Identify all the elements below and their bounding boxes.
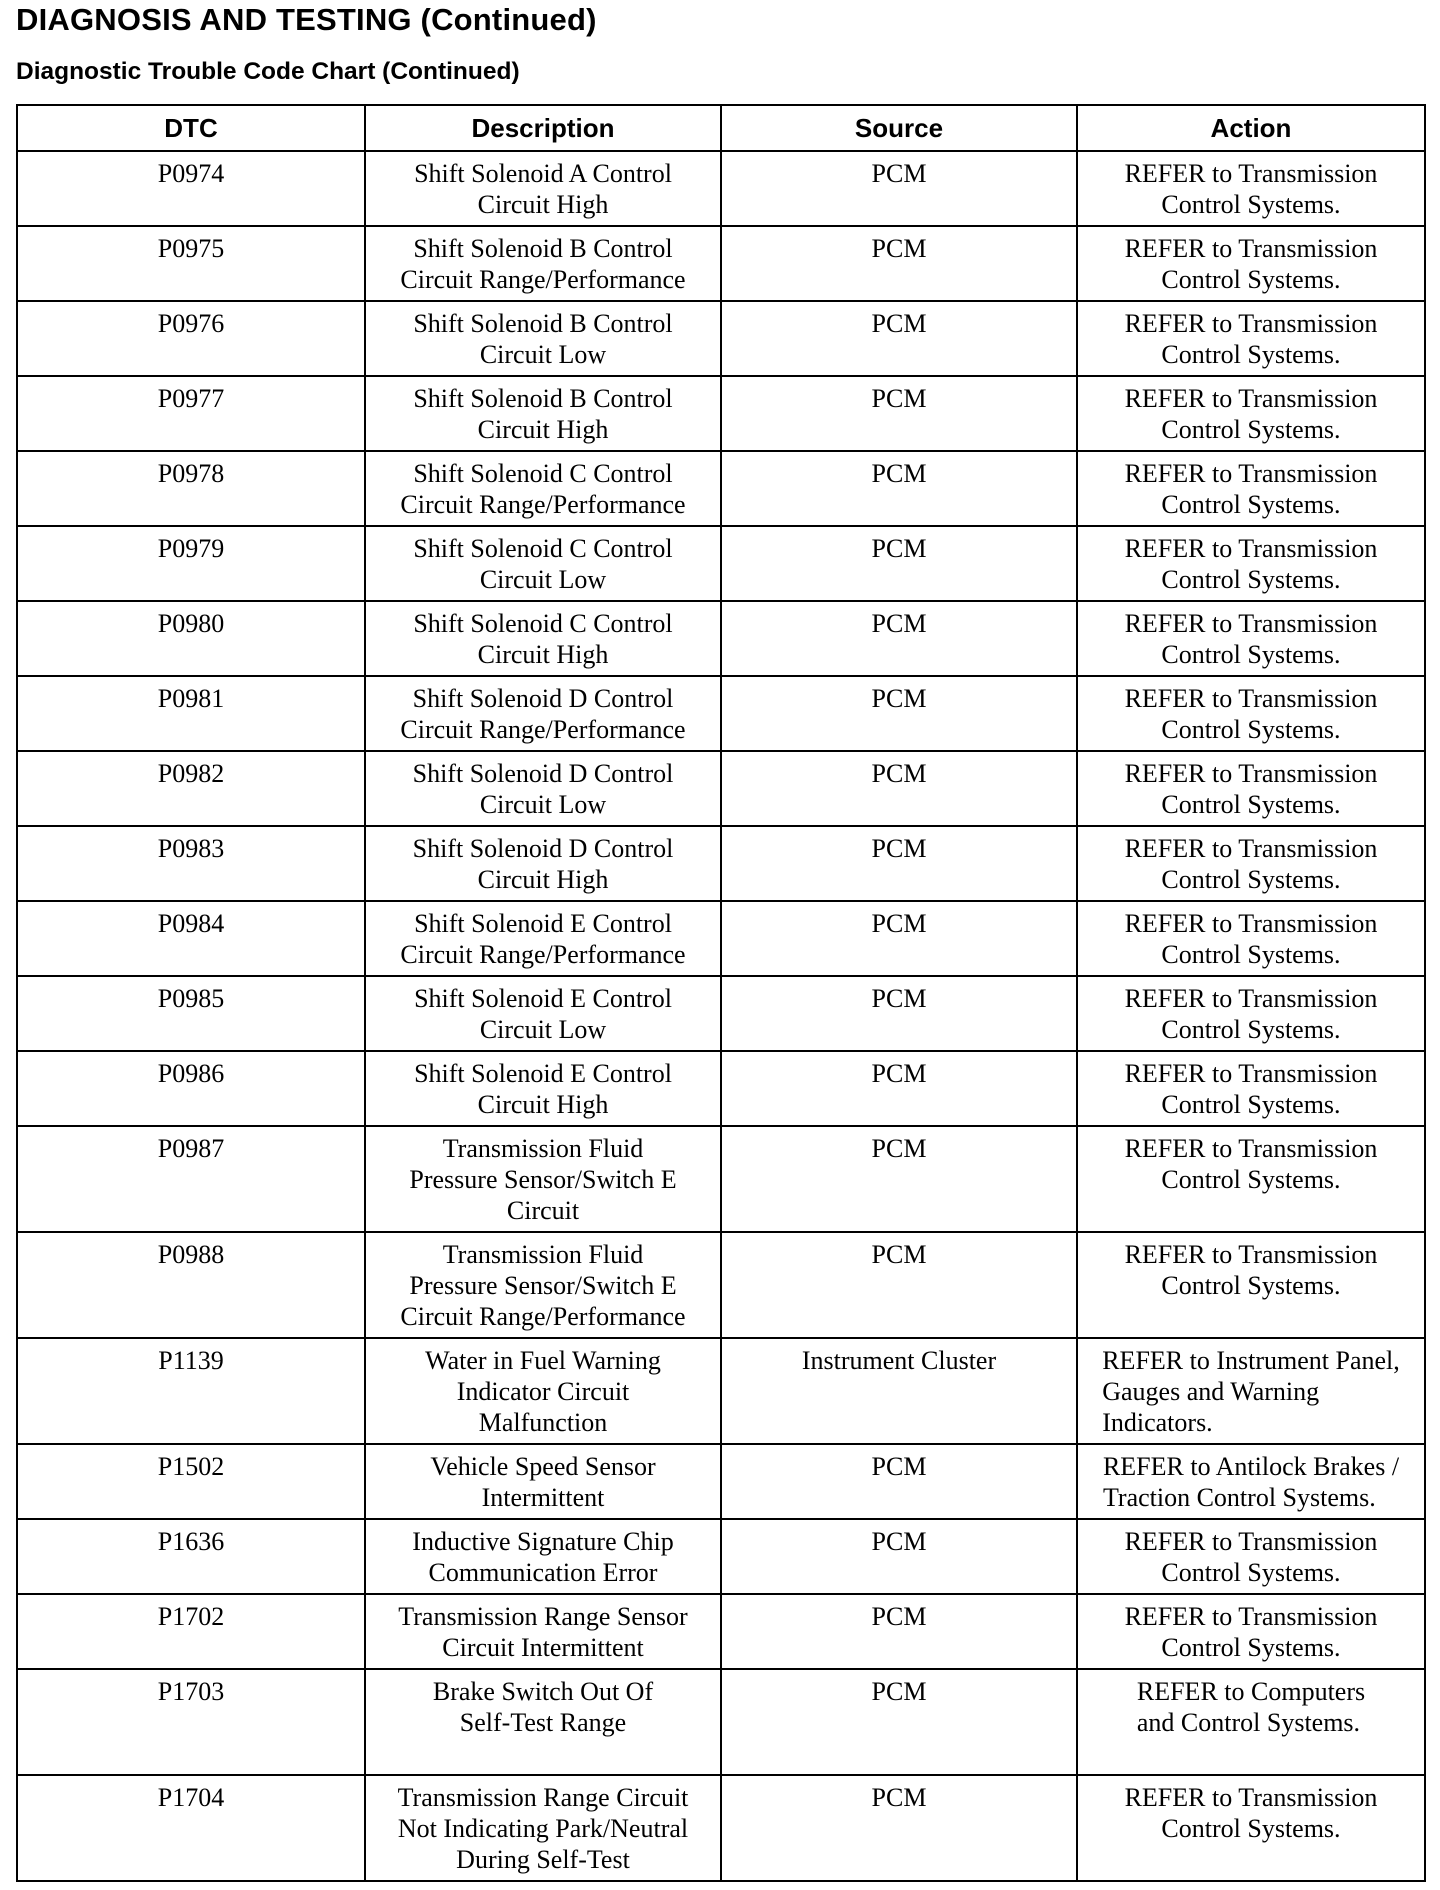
dtc-source: PCM — [721, 451, 1077, 526]
dtc-action — [1077, 526, 1425, 601]
table-row — [17, 1594, 1425, 1669]
action-line: REFER to Transmission — [1124, 234, 1378, 263]
description-line: Circuit Low — [479, 565, 607, 594]
dtc-source: PCM — [721, 1444, 1077, 1519]
dtc-source: PCM — [721, 601, 1077, 676]
description-line: Circuit High — [477, 1090, 609, 1119]
action-line: Control Systems. — [1161, 265, 1341, 294]
action-line: Control Systems. — [1161, 715, 1341, 744]
dtc-description — [365, 376, 721, 451]
action-text — [1103, 1451, 1399, 1513]
dtc-description — [365, 976, 721, 1051]
action-text — [1125, 1239, 1378, 1301]
description-line: Shift Solenoid E Control — [414, 984, 672, 1013]
description-line: Shift Solenoid B Control — [413, 384, 673, 413]
description-line: Transmission Range Sensor — [398, 1602, 688, 1631]
dtc-action — [1077, 976, 1425, 1051]
dtc-action — [1077, 1051, 1425, 1126]
dtc-source: PCM — [721, 676, 1077, 751]
dtc-description — [365, 1126, 721, 1232]
dtc-description — [365, 1594, 721, 1669]
description-line: Circuit Low — [479, 1015, 607, 1044]
header-dtc: DTC — [17, 105, 365, 151]
dtc-description — [365, 1444, 721, 1519]
table-header-row — [17, 105, 1425, 151]
dtc-code: P0985 — [17, 976, 365, 1051]
dtc-description — [365, 301, 721, 376]
action-line: Control Systems. — [1161, 1558, 1341, 1587]
dtc-source: PCM — [721, 301, 1077, 376]
description-line: Circuit High — [477, 415, 609, 444]
description-line: Circuit Low — [479, 340, 607, 369]
table-row — [17, 976, 1425, 1051]
action-line: Control Systems. — [1161, 190, 1341, 219]
table-body — [17, 151, 1425, 1881]
description-line: Shift Solenoid B Control — [413, 309, 673, 338]
description-line: Shift Solenoid E Control — [414, 909, 672, 938]
description-line: Water in Fuel Warning — [425, 1346, 661, 1375]
table-row — [17, 301, 1425, 376]
description-line: Shift Solenoid D Control — [412, 759, 674, 788]
action-line: REFER to Transmission — [1124, 609, 1378, 638]
action-line: REFER to Transmission — [1124, 909, 1378, 938]
action-line: Control Systems. — [1161, 1090, 1341, 1119]
dtc-source: PCM — [721, 1594, 1077, 1669]
dtc-code: P1704 — [17, 1775, 365, 1881]
action-text — [1102, 1345, 1400, 1438]
action-line: REFER to Transmission — [1124, 309, 1378, 338]
description-line: Vehicle Speed Sensor — [430, 1452, 656, 1481]
table-row — [17, 1051, 1425, 1126]
page-title: DIAGNOSIS AND TESTING (Continued) — [16, 2, 597, 37]
dtc-action — [1077, 901, 1425, 976]
action-line: Traction Control Systems. — [1102, 1483, 1376, 1512]
header-description: Description — [365, 105, 721, 151]
dtc-source: PCM — [721, 976, 1077, 1051]
description-line: Transmission Fluid — [442, 1134, 644, 1163]
action-text — [1125, 1058, 1378, 1120]
dtc-source: PCM — [721, 901, 1077, 976]
dtc-source: PCM — [721, 376, 1077, 451]
description-line: Shift Solenoid E Control — [414, 1059, 672, 1088]
action-line: REFER to Instrument Panel, — [1102, 1346, 1400, 1375]
dtc-action — [1077, 1444, 1425, 1519]
action-line: Gauges and Warning — [1102, 1377, 1320, 1406]
description-line: Shift Solenoid C Control — [413, 459, 673, 488]
table-row — [17, 901, 1425, 976]
dtc-source: PCM — [721, 1775, 1077, 1881]
table-row — [17, 1519, 1425, 1594]
action-line: REFER to Transmission — [1124, 1527, 1378, 1556]
action-text — [1125, 983, 1378, 1045]
description-line: Circuit Range/Performance — [400, 490, 686, 519]
dtc-action — [1077, 151, 1425, 226]
table-row — [17, 601, 1425, 676]
dtc-action — [1077, 601, 1425, 676]
dtc-description — [365, 901, 721, 976]
action-line: Control Systems. — [1161, 415, 1341, 444]
dtc-code: P0977 — [17, 376, 365, 451]
dtc-source: PCM — [721, 526, 1077, 601]
description-line: Circuit — [506, 1196, 580, 1225]
chart-subtitle: Diagnostic Trouble Code Chart (Continued) — [16, 58, 520, 85]
action-line: Control Systems. — [1161, 640, 1341, 669]
action-text — [1125, 833, 1378, 895]
dtc-action — [1077, 751, 1425, 826]
dtc-source: PCM — [721, 751, 1077, 826]
action-line: Control Systems. — [1161, 1165, 1341, 1194]
description-line: Circuit Range/Performance — [400, 1302, 686, 1331]
dtc-code: P0987 — [17, 1126, 365, 1232]
action-line: Control Systems. — [1161, 1814, 1341, 1843]
description-line: Circuit High — [477, 865, 609, 894]
action-line: Control Systems. — [1161, 940, 1341, 969]
dtc-description — [365, 751, 721, 826]
table-row — [17, 1126, 1425, 1232]
dtc-description — [365, 1519, 721, 1594]
dtc-description — [365, 451, 721, 526]
dtc-action — [1077, 1669, 1425, 1775]
dtc-code: P0978 — [17, 451, 365, 526]
dtc-source: PCM — [721, 1051, 1077, 1126]
action-text — [1125, 308, 1378, 370]
table-row — [17, 451, 1425, 526]
description-line: Pressure Sensor/Switch E — [409, 1165, 677, 1194]
table-row — [17, 1232, 1425, 1338]
dtc-action — [1077, 376, 1425, 451]
action-line: REFER to Transmission — [1124, 1783, 1378, 1812]
description-line: Circuit Range/Performance — [400, 940, 686, 969]
dtc-description — [365, 1338, 721, 1444]
dtc-source: PCM — [721, 1669, 1077, 1775]
action-line: and Control Systems. — [1136, 1708, 1361, 1737]
dtc-action — [1077, 826, 1425, 901]
dtc-code: P1139 — [17, 1338, 365, 1444]
table-row — [17, 826, 1425, 901]
description-line: Shift Solenoid C Control — [413, 609, 673, 638]
description-line: Intermittent — [481, 1483, 605, 1512]
dtc-description — [365, 1775, 721, 1881]
table-row — [17, 676, 1425, 751]
action-text — [1125, 233, 1378, 295]
action-line: REFER to Transmission — [1124, 834, 1378, 863]
action-text — [1125, 383, 1378, 445]
dtc-code: P0975 — [17, 226, 365, 301]
action-text — [1137, 1676, 1365, 1738]
action-line: Control Systems. — [1161, 1271, 1341, 1300]
dtc-table — [16, 104, 1426, 1882]
description-line: Transmission Range Circuit — [397, 1783, 689, 1812]
description-line: During Self-Test — [456, 1845, 630, 1874]
action-text — [1125, 608, 1378, 670]
action-line: Control Systems. — [1161, 1633, 1341, 1662]
action-line: REFER to Antilock Brakes / — [1102, 1452, 1400, 1481]
description-line: Circuit Intermittent — [442, 1633, 644, 1662]
action-text — [1125, 683, 1378, 745]
action-line: REFER to Transmission — [1124, 1134, 1378, 1163]
dtc-code: P0974 — [17, 151, 365, 226]
dtc-source: PCM — [721, 226, 1077, 301]
dtc-code: P1702 — [17, 1594, 365, 1669]
table-row — [17, 151, 1425, 226]
action-text — [1125, 158, 1378, 220]
dtc-code: P0986 — [17, 1051, 365, 1126]
dtc-action — [1077, 1126, 1425, 1232]
dtc-code: P0984 — [17, 901, 365, 976]
dtc-source: PCM — [721, 826, 1077, 901]
description-line: Shift Solenoid D Control — [412, 834, 674, 863]
dtc-action — [1077, 1338, 1425, 1444]
action-text — [1125, 1526, 1378, 1588]
table-row — [17, 1444, 1425, 1519]
action-line: REFER to Transmission — [1124, 984, 1378, 1013]
action-line: Control Systems. — [1161, 340, 1341, 369]
dtc-description — [365, 1669, 721, 1775]
dtc-code: P0981 — [17, 676, 365, 751]
action-text — [1125, 908, 1378, 970]
action-text — [1125, 1601, 1378, 1663]
dtc-code: P0988 — [17, 1232, 365, 1338]
table-row — [17, 1669, 1425, 1775]
action-text — [1125, 758, 1378, 820]
dtc-action — [1077, 226, 1425, 301]
dtc-description — [365, 826, 721, 901]
dtc-action — [1077, 676, 1425, 751]
description-line: Malfunction — [478, 1408, 608, 1437]
action-line: REFER to Transmission — [1124, 1059, 1378, 1088]
description-line: Communication Error — [428, 1558, 658, 1587]
table-row — [17, 526, 1425, 601]
dtc-code: P0980 — [17, 601, 365, 676]
description-line: Not Indicating Park/Neutral — [397, 1814, 689, 1843]
action-line: Indicators. — [1102, 1408, 1213, 1437]
table-row — [17, 376, 1425, 451]
dtc-description — [365, 601, 721, 676]
dtc-action — [1077, 301, 1425, 376]
dtc-description — [365, 151, 721, 226]
action-line: Control Systems. — [1161, 1015, 1341, 1044]
action-line: REFER to Transmission — [1124, 759, 1378, 788]
description-line: Transmission Fluid — [442, 1240, 644, 1269]
dtc-code: P0982 — [17, 751, 365, 826]
dtc-code: P1636 — [17, 1519, 365, 1594]
dtc-source: PCM — [721, 1519, 1077, 1594]
header-source: Source — [721, 105, 1077, 151]
action-text — [1125, 458, 1378, 520]
action-line: Control Systems. — [1161, 865, 1341, 894]
table-row — [17, 226, 1425, 301]
description-line: Indicator Circuit — [456, 1377, 630, 1406]
dtc-description — [365, 226, 721, 301]
description-line: Inductive Signature Chip — [412, 1527, 674, 1556]
description-line: Circuit Range/Performance — [400, 265, 686, 294]
action-line: Control Systems. — [1161, 565, 1341, 594]
description-line: Self-Test Range — [459, 1708, 627, 1737]
table-row — [17, 1775, 1425, 1881]
description-line: Shift Solenoid B Control — [413, 234, 673, 263]
action-text — [1125, 1782, 1378, 1844]
action-line: REFER to Transmission — [1124, 159, 1378, 188]
dtc-source: Instrument Cluster — [721, 1338, 1077, 1444]
dtc-action — [1077, 451, 1425, 526]
description-line: Pressure Sensor/Switch E — [409, 1271, 677, 1300]
dtc-code: P1502 — [17, 1444, 365, 1519]
table-row — [17, 1338, 1425, 1444]
action-line: REFER to Transmission — [1124, 1240, 1378, 1269]
action-line: Control Systems. — [1161, 490, 1341, 519]
action-line: Control Systems. — [1161, 790, 1341, 819]
description-line: Shift Solenoid D Control — [412, 684, 674, 713]
dtc-code: P0983 — [17, 826, 365, 901]
description-line: Brake Switch Out Of — [432, 1677, 654, 1706]
dtc-description — [365, 1232, 721, 1338]
dtc-description — [365, 1051, 721, 1126]
action-text — [1125, 1133, 1378, 1195]
action-line: REFER to Computers — [1136, 1677, 1366, 1706]
action-line: REFER to Transmission — [1124, 534, 1378, 563]
dtc-source: PCM — [721, 1232, 1077, 1338]
table-row — [17, 751, 1425, 826]
description-line: Circuit Range/Performance — [400, 715, 686, 744]
dtc-code: P0979 — [17, 526, 365, 601]
action-line: REFER to Transmission — [1124, 684, 1378, 713]
action-line: REFER to Transmission — [1124, 459, 1378, 488]
header-action: Action — [1077, 105, 1425, 151]
dtc-code: P0976 — [17, 301, 365, 376]
action-line: REFER to Transmission — [1124, 1602, 1378, 1631]
dtc-description — [365, 526, 721, 601]
action-text — [1125, 533, 1378, 595]
dtc-description — [365, 676, 721, 751]
dtc-action — [1077, 1519, 1425, 1594]
description-line: Shift Solenoid A Control — [414, 159, 672, 188]
dtc-code: P1703 — [17, 1669, 365, 1775]
description-line: Shift Solenoid C Control — [413, 534, 673, 563]
action-line: REFER to Transmission — [1124, 384, 1378, 413]
description-line: Circuit High — [477, 640, 609, 669]
description-line: Circuit High — [477, 190, 609, 219]
dtc-source: PCM — [721, 151, 1077, 226]
dtc-action — [1077, 1775, 1425, 1881]
description-line: Circuit Low — [479, 790, 607, 819]
dtc-source: PCM — [721, 1126, 1077, 1232]
dtc-action — [1077, 1232, 1425, 1338]
dtc-action — [1077, 1594, 1425, 1669]
